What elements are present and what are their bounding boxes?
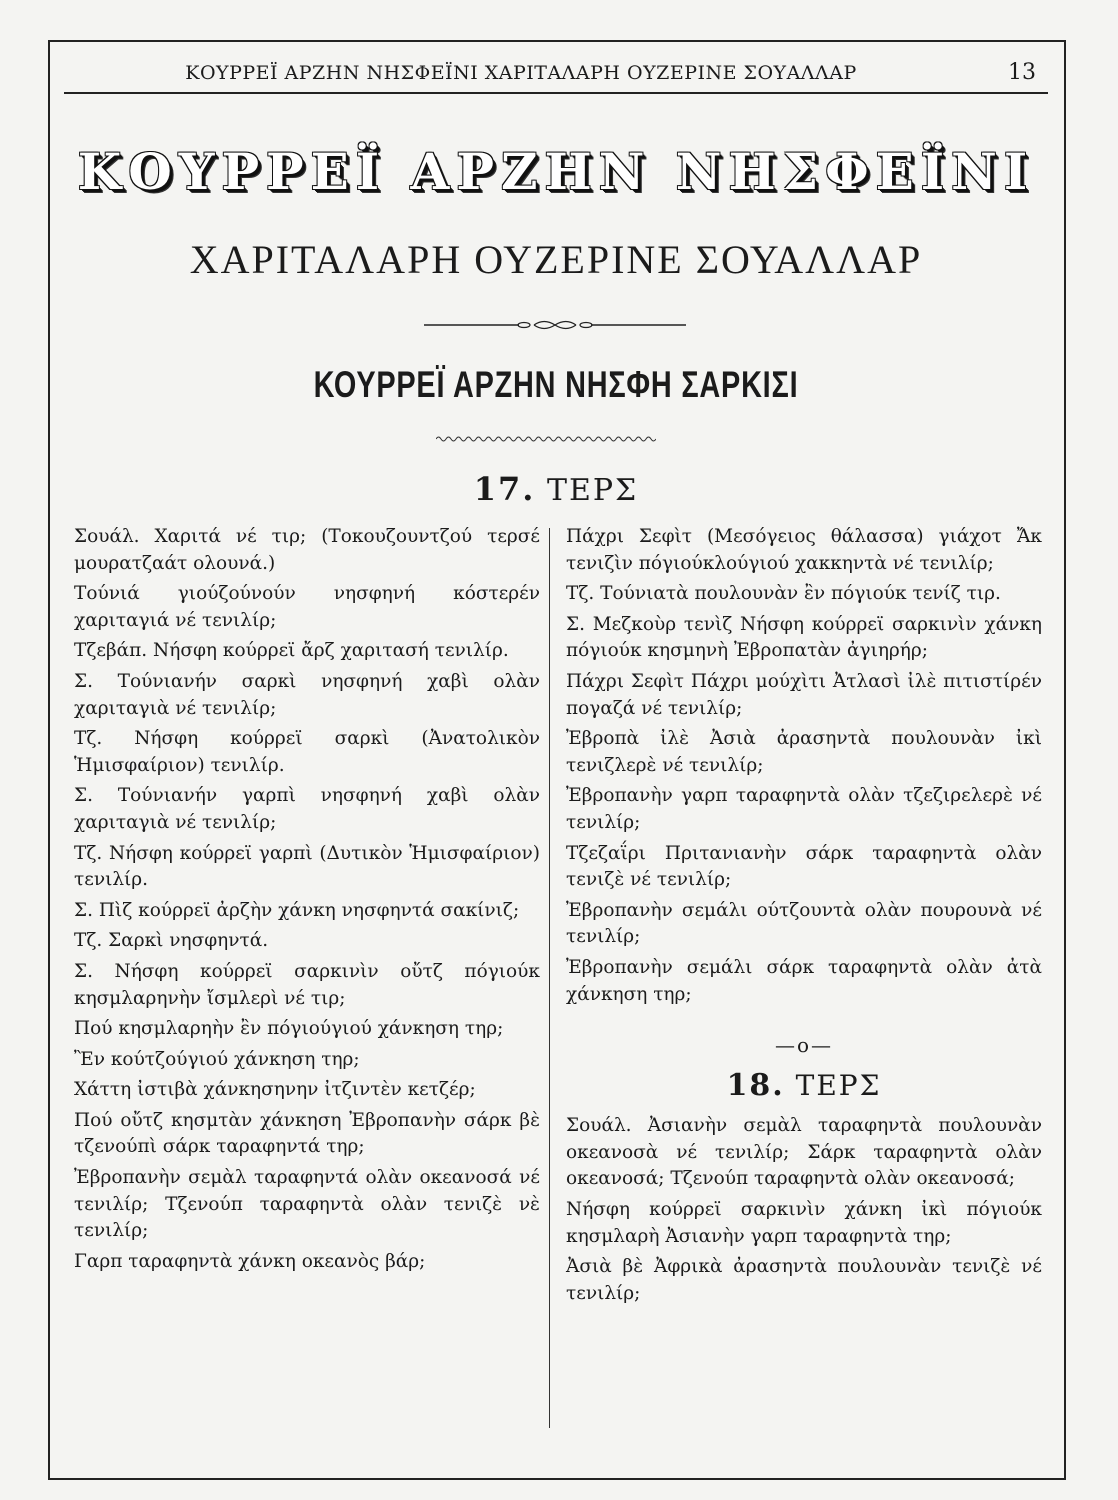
lesson-18-paragraph-2: Νήσφη κούρρεϊ σαρκινὶν χάνκη ἰκὶ πόγιούκ κησμλαρὴ Ἀσιανὴν γαρπ ταραφηντὰ τηρ; [566,1199,1042,1247]
section-divider: —ο— [774,1033,834,1058]
left-paragraph-9: Τζ. Σαρκὶ νησφηντά. [74,930,269,952]
left-paragraph-2: Τούνιά γιούζούνούν νησφηνή κόστερέν χαριταγιά νέ τενιλίρ; [74,583,540,631]
subtitle-primary: ΧΑΡΙΤΑΛΑΡΗ ΟΥΖΕΡΙΝΕ ΣΟΥΑΛΛΑΡ [189,237,923,282]
left-paragraph-7: Τζ. Νήσφη κούρρεϊ γαρπὶ (Δυτικὸν Ἡμισφαίριον) τενιλίρ. [74,842,540,891]
left-paragraph-1: Σουάλ. Χαριτά νέ τιρ; (Τοκουζουντζού τερσέ μουρατζαάτ ολουνά.) [74,526,540,574]
left-paragraph-3: Τζεβάπ. Νήσφη κούρρεϊ ἄρζ χαριτασή τενιλίρ. [74,640,509,662]
subtitle-secondary: ΚΟΥΡΡΕΪ ΑΡΖΗΝ ΝΗΣΦΗ ΣΑΡΚΙΣΙ [313,364,799,405]
right-paragraph-6: Ἐβροπανὴν γαρπ ταραφηντὰ ολὰν τζεζιρελερὲ νέ τενιλίρ; [566,785,1042,833]
right-paragraph-8: Ἐβροπανὴν σεμάλι ούτζουντὰ ολὰν πουρουνὰ νέ τενιλίρ; [566,899,1042,948]
right-paragraph-5: Ἐβροπὰ ἰλὲ Ἀσιὰ ἀρασηντὰ πουλουνὰν ἰκὶ τενιζλερὲ νέ τενιλίρ; [566,728,1042,776]
main-title: ΚΟΥΡΡΕΪ ΑΡΖΗΝ ΝΗΣΦΕΪΝΙ [77,142,1035,201]
left-paragraph-12: Ἒν κούτζούγιού χάνκηση τηρ; [74,1048,360,1070]
lesson-18-paragraph-1: Σουάλ. Ἀσιανὴν σεμὰλ ταραφηντὰ πουλουνὰν οκεανοσὰ νέ τενιλίρ; Σάρκ ταραφηντὰ ολὰν οκεανοσά; Τζενούπ ταραφηντὰ ολὰν οκεανοσά; [566,1115,1042,1190]
column-rule [549,528,550,1428]
lesson-18-paragraph-3: Ἀσιὰ βὲ Ἀφρικὰ ἀρασηντὰ πουλουνὰν τενιζὲ νέ τενιλίρ; [566,1256,1042,1304]
left-column [74,524,540,1279]
running-header [64,58,1048,94]
lesson-18-label: ΤΕΡΣ [795,1068,882,1102]
left-paragraph-16: Γαρπ ταραφηντὰ χάνκη οκεανὸς βάρ; [74,1250,426,1272]
left-paragraph-6: Σ. Τούνιανήν γαρπὶ νησφηνή χαβὶ ολὰν χαριταγιὰ νέ τενιλίρ; [74,785,540,833]
right-paragraph-9: Ἐβροπανὴν σεμάλι σάρκ ταραφηντὰ ολὰν ἀτὰ χάνκηση τηρ; [566,956,1042,1005]
left-paragraph-5: Τζ. Νήσφη κούρρεϊ σαρκὶ (Ἀνατολικὸν Ἡμισφαίριον) τενιλίρ. [74,728,540,776]
right-paragraph-1: Πάχρι Σεφὶτ (Μεσόγειος θάλασσα) γιάχοτ Ἄκ τενιζὶν πόγιούκλούγιού χακκηντὰ νέ τενιλίρ; [566,526,1042,574]
left-paragraph-14: Πού οὔτζ κησμτὰν χάνκηση Ἐβροπανὴν σάρκ βὲ τζενούπὶ σάρκ ταραφηντά τηρ; [74,1109,540,1158]
left-paragraph-13: Χάττη ἰστιβὰ χάνκησηνην ἰτζιντὲν κετζέρ; [74,1079,476,1101]
left-paragraph-15: Ἐβροπανὴν σεμὰλ ταραφηντά ολὰν οκεανοσά νέ τενιλίρ; Τζενούπ ταραφηντὰ ολὰν τενιζὲ νὲ τενιλίρ; [74,1167,540,1242]
right-column [566,524,1042,1311]
left-paragraph-4: Σ. Τούνιανήν σαρκὶ νησφηνή χαβὶ ολὰν χαριταγιὰ νέ τενιλίρ; [74,670,540,719]
ornament-divider [424,318,686,332]
right-paragraph-3: Σ. Μεζκοὺρ τενὶζ Νήσφη κούρρεϊ σαρκινὶν χάνκη πόγιούκ κησμηνὴ Ἐβροπατὰν ἀγιηρήρ; [566,613,1042,662]
right-paragraph-7: Τζεζαΐρι Πριτανιανὴν σάρκ ταραφηντὰ ολὰν τενιζὲ νέ τενιλίρ; [566,842,1042,891]
running-title: ΚΟΥΡΡΕΪ ΑΡΖΗΝ ΝΗΣΦΕΪΝΙ ΧΑΡΙΤΑΛΑΡΗ ΟΥΖΕΡΙΝΕ ΣΟΥΑΛΛΑΡ [185,62,857,84]
lesson-18-number: 18. [726,1067,785,1103]
right-paragraph-4: Πάχρι Σεφὶτ Πάχρι μούχὶτι Ἀτλασὶ ἰλὲ πιτιστίρέν πογαζά νέ τενιλίρ; [566,670,1042,719]
left-paragraph-8: Σ. Πὶζ κούρρεϊ ἀρζὴν χάνκη νησφηντά σακίνιζ; [74,899,520,921]
right-paragraph-2: Τζ. Τούνιατὰ πουλουνὰν ἒν πόγιούκ τενίζ τιρ. [566,583,1001,605]
wavy-rule [436,435,656,443]
page-number: 13 [1008,60,1036,85]
lesson-17-number: 17. [473,470,536,508]
lesson-17-label: ΤΕΡΣ [546,473,639,508]
lesson-17-heading [64,470,1048,508]
lesson-18-heading [566,1067,1042,1103]
left-paragraph-11: Πού κησμλαρηὴν ἒν πόγιούγιού χάνκηση τηρ; [74,1018,504,1040]
left-paragraph-10: Σ. Νήσφη κούρρεϊ σαρκινὶν οὔτζ πόγιούκ κησμλαρηνὴν ἴσμλερὶ νέ τιρ; [74,960,540,1009]
